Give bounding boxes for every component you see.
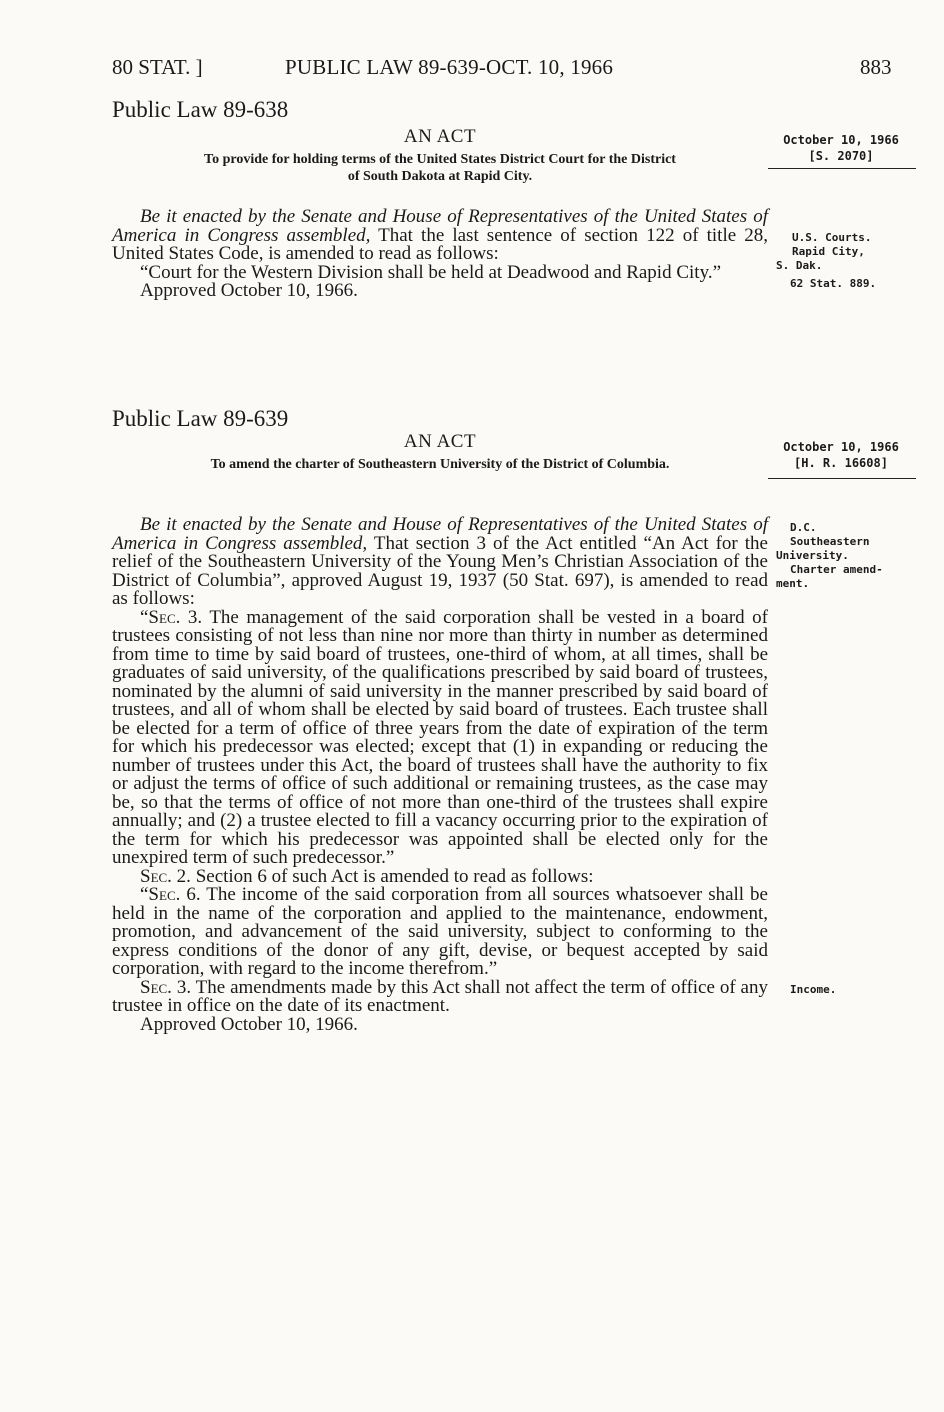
section-6-text: The income of the said corporation from all sources whatsoever shall be held in the name of the corporation and applied to the maintenance, endowment, promotion, and advancement of the said university, subject to conforming to the express conditions of the donor of any gift, devise, or bequest accepted by said corporation, with regard to the income therefrom.” xyxy=(112,884,768,979)
act-title-1-line2: of South Dakota at Rapid City. xyxy=(347,169,533,184)
act-title-2: To amend the charter of Southeastern University of the District of Columbia. xyxy=(210,457,670,472)
running-header-title: PUBLIC LAW 89-639-OCT. 10, 1966 xyxy=(285,55,614,79)
law-number-89-638: Public Law 89-638 xyxy=(112,97,289,122)
approval-date-block-1 xyxy=(778,132,904,164)
law-number-89-639: Public Law 89-639 xyxy=(112,406,289,431)
margin-note-2-line2: Southeastern xyxy=(790,535,870,548)
section-3b-label: Sec. 3. xyxy=(140,976,192,998)
section-2-label: Sec. 2. xyxy=(140,865,191,887)
act-heading-1: AN ACT xyxy=(403,126,477,147)
section-6-quoted xyxy=(112,886,768,979)
section-2-text: Section 6 of such Act is amended to read as follows: xyxy=(190,865,594,887)
enacting-text-2: That section 3 of the Act entitled “An Act for the relief of the Southeastern University of the Young Men’s Christian Association of the District of Columbia”, approved August 19, 1937 (50 Stat. 697), is amended to read as follows: xyxy=(112,532,768,609)
margin-note-1-line2: Rapid City, xyxy=(792,245,865,258)
approved-line-1: Approved October 10, 1966. xyxy=(140,280,358,301)
margin-note-2-line4: Charter amend- xyxy=(790,563,883,576)
approved-line-2: Approved October 10, 1966. xyxy=(140,1013,358,1035)
date-rule-1 xyxy=(768,168,916,169)
section-3-label: “Sec. 3. xyxy=(140,606,203,628)
enacting-clause-2: Be it enacted by the Senate and House of Representatives of the United States of America in Congress assembled, xyxy=(112,514,768,554)
margin-note-income: Income. xyxy=(790,983,837,996)
margin-note-2-line3: University. xyxy=(776,549,849,562)
section-3-text: The management of the said corporation shall be vested in a board of trustees consisting of not less than nine nor more than thirty in number as determined from time to time by said board of trustees, one-third of whom, at all times, shall be graduates of said university, of the qualifications prescribed by said board of trustees, nominated by the alumni of said university in the manner prescribed by said board of trustees, and all of whom shall be elected by said board of trustees. Each trustee shall be elected for a term of office of three years from the date of expiration of the term for which his predecessor was elected; except that (1) in expanding or reducing the number of trustees under this Act, the board of trustees shall have the authority to fix or adjust the terms of office of such additional or remaining trustees, as the case may be, so that the terms of office of not more than one-third of the trustees shall expire annually; and (2) a trustee elected to fill a vacancy occurring prior to the expiration of the term for which his predecessor was appointed shall be elected only for the unexpired term of such predecessor.” xyxy=(112,606,768,868)
running-header-statute: 80 STAT. ] xyxy=(112,55,203,79)
margin-note-2-line1: D.C. xyxy=(790,521,817,534)
act-heading-2: AN ACT xyxy=(403,431,477,452)
act-body-1 xyxy=(112,208,768,301)
quoted-amendment-1: “Court for the Western Division shall be held at Deadwood and Rapid City.” xyxy=(140,261,722,283)
date-rule-2 xyxy=(768,478,916,479)
margin-note-2 xyxy=(776,521,883,591)
margin-note-1-line4: 62 Stat. 889. xyxy=(790,277,877,290)
enacting-text-1: That the last sentence of section 122 of title 28, United States Code, is amended to read as follows: xyxy=(112,224,768,264)
approval-date-2: October 10, 1966 xyxy=(783,440,899,454)
act-title-1-line1: To provide for holding terms of the United States District Court for the District xyxy=(204,152,676,167)
approval-date-block-2 xyxy=(778,439,904,471)
margin-note-1-line3: S. Dak. xyxy=(776,259,823,272)
section-3b xyxy=(112,976,768,1016)
margin-note-1-line1: U.S. Courts. xyxy=(792,231,872,244)
section-3-quoted xyxy=(112,606,768,868)
approval-date-1: October 10, 1966 xyxy=(783,133,899,147)
page-number: 883 xyxy=(860,55,892,79)
act-body-2 xyxy=(112,516,768,1034)
section-3b-text: The amendments made by this Act shall not affect the term of office of any trustee in office on the date of its enactment. xyxy=(112,976,768,1016)
bill-number-2: [H. R. 16608] xyxy=(794,456,888,470)
margin-note-1 xyxy=(776,231,877,291)
enacting-clause-1: Be it enacted by the Senate and House of Representatives of the United States of America in Congress assembled, xyxy=(112,206,768,246)
margin-note-2-line5: ment. xyxy=(776,577,810,590)
bill-number-1: [S. 2070] xyxy=(808,149,874,163)
section-6-label: “Sec. 6. xyxy=(140,884,201,905)
